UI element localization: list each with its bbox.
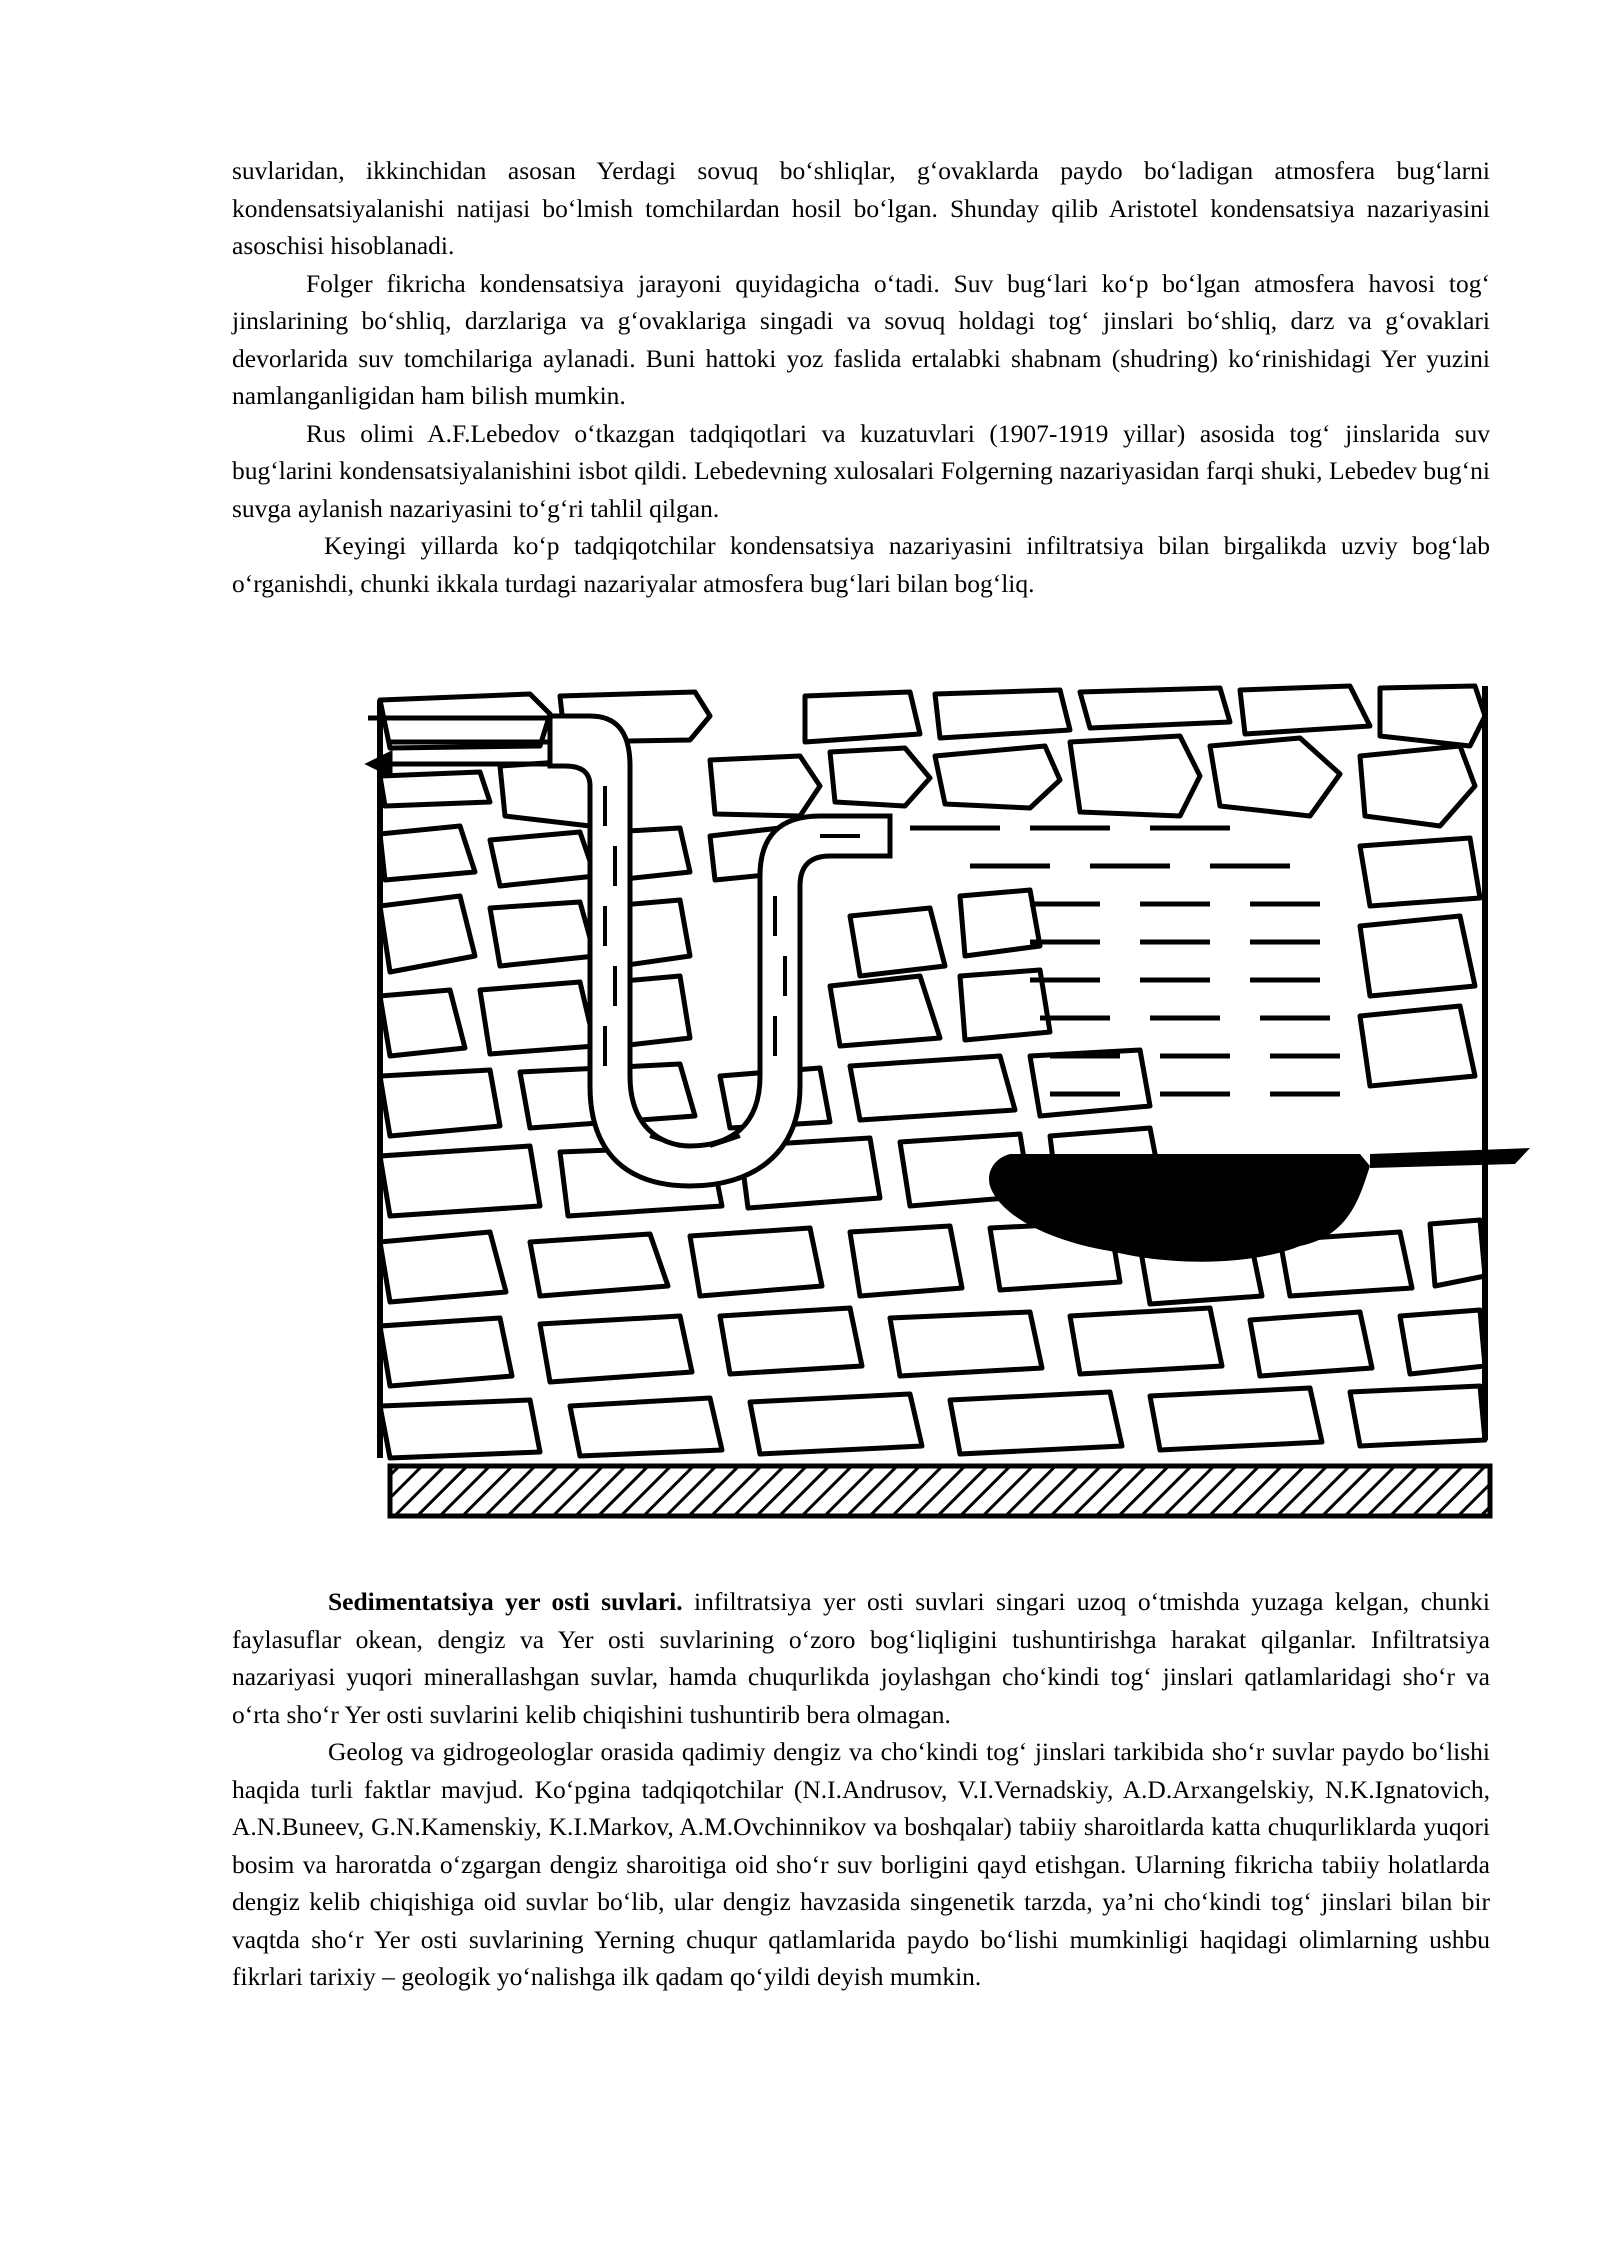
paragraph-keyingi: Keyingi yillarda ko‘p tadqiqotchilar kondensatsiya nazariyasini infiltratsiya bilan birgalikda uzviy bog‘lab o‘rganishdi, chunki ikkala turdagi nazariyalar atmosfera bug‘lari bilan bog‘liq. bbox=[232, 531, 1490, 598]
paragraph-geolog: Geolog va gidrogeologlar orasida qadimiy dengiz va cho‘kindi tog‘ jinslari tarkibida sho‘r suvlar paydo bo‘lishi haqida turli faktlar mavjud. Ko‘pgina tadqiqotchilar (N.I.Andrusov, V.I.Vernadskiy, A.D.Arxangelskiy, N.K.Ignatovich, A.N.Buneev, G.N.Kamenskiy, K.I.Markov, A.M.Ovchinnikov va boshqalar) tabiiy sharoitlarda katta chuqurliklarda yuqori bosim va haroratda o‘zgargan dengiz sharoitiga oid sho‘r suv borligini qayd etishgan. Ularning fikricha tabiiy holatlarda dengiz kelib chiqishiga oid suvlar bo‘lib, ular dengiz havzasida singenetik tarzda, ya’ni cho‘kindi tog‘ jinslari bilan bir vaqtda sho‘r Yer osti suvlarining Yerning chuqur qatlamlarida paydo bo‘lishi mumkinligi haqidagi olimlarning ushbu fikrlari tarixiy – geologik yo‘nalishga ilk qadam qo‘yildi deyish mumkin. bbox=[232, 1737, 1490, 1991]
bottom-text-block bbox=[232, 1583, 1490, 1996]
paragraph-sedimentatsiya bbox=[232, 1583, 1490, 1733]
top-text-block bbox=[232, 152, 1490, 602]
black-wedge bbox=[1370, 1148, 1530, 1168]
section-intro-text: infiltratsiya yer osti suvlari singari uzoq o‘tmishda yuzaga kelgan, chunki faylasuflar okean, dengiz va Yer osti suvlarining o‘zoro bog‘liqligini tushuntirishga harakat qilganlar. Infiltratsiya nazariyasi yuqori minerallashgan suvlar, hamda chuqurlikda joylashgan cho‘kindi tog‘ jinslari qatlamlaridagi sho‘r va o‘rta sho‘r Yer osti suvlarini kelib chiqishini tushuntirib bera olmagan. bbox=[232, 1587, 1490, 1729]
rock-strata-figure bbox=[350, 676, 1540, 1536]
section-heading: Sedimentatsiya yer osti suvlari. bbox=[328, 1587, 683, 1616]
paragraph-folger: Folger fikricha kondensatsiya jarayoni quyidagicha o‘tadi. Suv bug‘lari ko‘p bo‘lgan atmosfera havosi tog‘ jinslarining bo‘shliq, darzlariga va g‘ovaklariga singadi va sovuq holdagi tog‘ jinslari bo‘shliq, darz va g‘ovaklari devorlarida suv tomchilariga aylanadi. Buni hattoki yoz faslida ertalabki shabnam (shudring) ko‘rinishidagi Yer yuzini namlanganligidan ham bilish mumkin. bbox=[232, 268, 1490, 410]
rock-layers bbox=[380, 686, 1485, 1458]
hatched-base bbox=[390, 1466, 1490, 1516]
paragraph-lebedov: Rus olimi A.F.Lebedov o‘tkazgan tadqiqotlari va kuzatuvlari (1907-1919 yillar) asosida tog‘ jinslarida suv bug‘larini kondensatsiyalanishini isbot qildi. Lebedevning xulosalari Folgerning nazariyasidan farqi shuki, Lebedev bug‘ni suvga aylanish nazariyasini to‘g‘ri tahlil qilgan. bbox=[232, 418, 1490, 523]
paragraph-continuation: suvlaridan, ikkinchidan asosan Yerdagi sovuq bo‘shliqlar, g‘ovaklarda paydo bo‘ladigan atmosfera bug‘larni kondensatsiyalanishi natijasi bo‘lmish tomchilardan hosil bo‘lgan. Shunday qilib Aristotel kondensatsiya nazariyasini asoschisi hisoblanadi. bbox=[232, 156, 1490, 260]
